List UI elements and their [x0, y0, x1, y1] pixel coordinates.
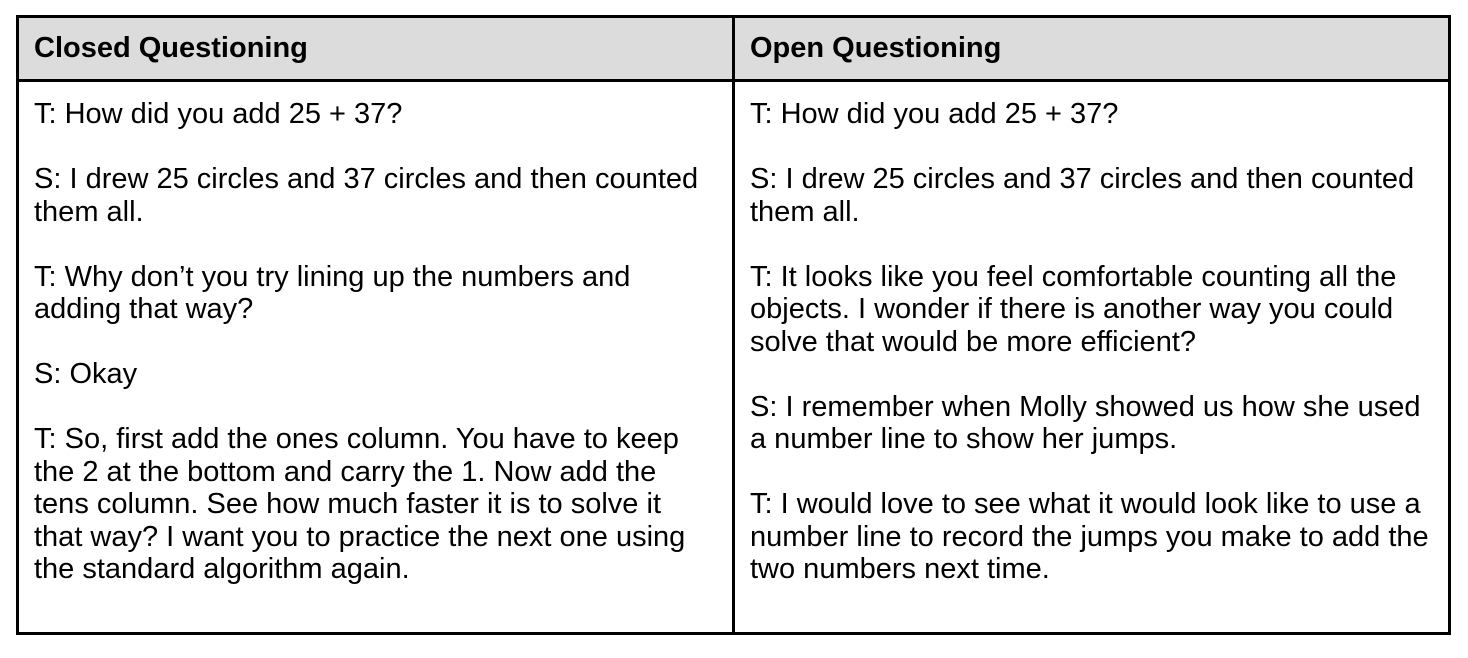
dialogue-turn: T: How did you add 25 + 37?	[34, 98, 403, 130]
dialogue-turn: T: I would love to see what it would look like to use a number line to record the jumps you make to add the two numbers next time.	[750, 488, 1429, 585]
dialogue-turn: S: Okay	[34, 358, 138, 390]
open-questioning-header-label: Open Questioning	[750, 32, 1002, 64]
dialogue-turn: S: I remember when Molly showed us how she used a number line to show her jumps.	[750, 390, 1421, 455]
dialogue-turn: T: How did you add 25 + 37?	[750, 98, 1119, 130]
comparison-table	[16, 15, 1451, 635]
dialogue-turn: T: It looks like you feel comfortable counting all the objects. I wonder if there is another way you could solve that would be more efficient?	[750, 260, 1397, 358]
dialogue-turn: S: I drew 25 circles and 37 circles and then counted them all.	[750, 163, 1415, 228]
open-questioning-cell	[735, 82, 1448, 632]
dialogue-turn: T: Why don’t you try lining up the numbers and adding that way?	[34, 260, 631, 325]
open-questioning-header	[735, 18, 1448, 82]
dialogue-turn: T: So, first add the ones column. You have to keep the 2 at the bottom and carry the 1. Now add the tens column. See how much faster it is to solve it that way? I want you to practice the next one using the standard algorithm again.	[34, 423, 686, 585]
closed-questioning-header-label: Closed Questioning	[34, 32, 308, 64]
closed-questioning-cell	[19, 82, 735, 632]
dialogue-turn: S: I drew 25 circles and 37 circles and then counted them all.	[34, 163, 699, 228]
closed-questioning-header	[19, 18, 735, 82]
